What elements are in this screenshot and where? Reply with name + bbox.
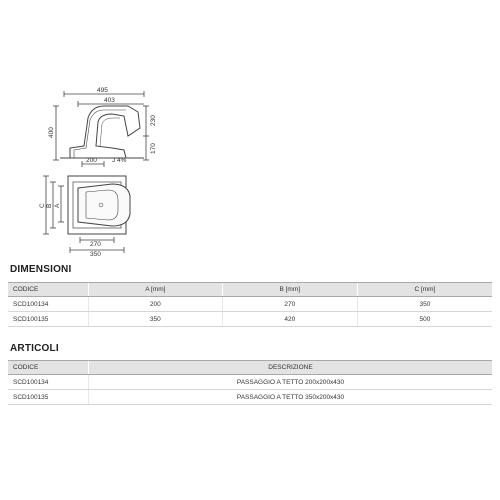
side-view (53, 91, 149, 167)
dim-height-upper: 230 (150, 115, 157, 126)
header-a: A [mm] (89, 283, 223, 297)
cell-c: 350 (357, 297, 492, 312)
table-row (8, 312, 492, 327)
articoli-table (8, 360, 492, 405)
dim-a-label: A (54, 203, 61, 208)
table-row (8, 390, 492, 405)
table-header-row (8, 361, 492, 375)
table-header-row (8, 283, 492, 297)
header-c: C [mm] (357, 283, 492, 297)
header-codice: CODICE (8, 361, 89, 375)
header-descrizione: DESCRIZIONE (89, 361, 493, 375)
cell-codice: SCD100135 (8, 390, 89, 405)
cell-c: 500 (357, 312, 492, 327)
dim-base-width: 200 (86, 157, 97, 164)
cell-b: 420 (222, 312, 357, 327)
cell-a: 350 (89, 312, 223, 327)
dim-slope: J 4% (112, 157, 127, 164)
dim-height-overall: 400 (48, 127, 55, 138)
dim-width-270: 270 (90, 241, 101, 248)
dim-height-lower: 170 (150, 143, 157, 154)
dim-width-overall: 495 (97, 87, 108, 94)
top-view (43, 176, 130, 253)
cell-descrizione: PASSAGGIO A TETTO 200x200x430 (89, 375, 493, 390)
cell-b: 270 (222, 297, 357, 312)
dim-width-350: 350 (90, 251, 101, 258)
dimensioni-table (8, 282, 492, 327)
header-b: B [mm] (222, 283, 357, 297)
dim-c-label: C (39, 203, 46, 208)
cell-codice: SCD100135 (8, 312, 89, 327)
dim-b-label: B (46, 203, 53, 208)
side-view-labels (48, 87, 157, 164)
cell-descrizione: PASSAGGIO A TETTO 350x200x430 (89, 390, 493, 405)
cell-codice: SCD100134 (8, 375, 89, 390)
table-row (8, 297, 492, 312)
dim-width-inner: 403 (104, 97, 115, 104)
cell-codice: SCD100134 (8, 297, 89, 312)
dimensioni-title: DIMENSIONI (10, 264, 72, 275)
table-row (8, 375, 492, 390)
articoli-title: ARTICOLI (10, 343, 59, 354)
header-codice: CODICE (8, 283, 89, 297)
cell-a: 200 (89, 297, 223, 312)
